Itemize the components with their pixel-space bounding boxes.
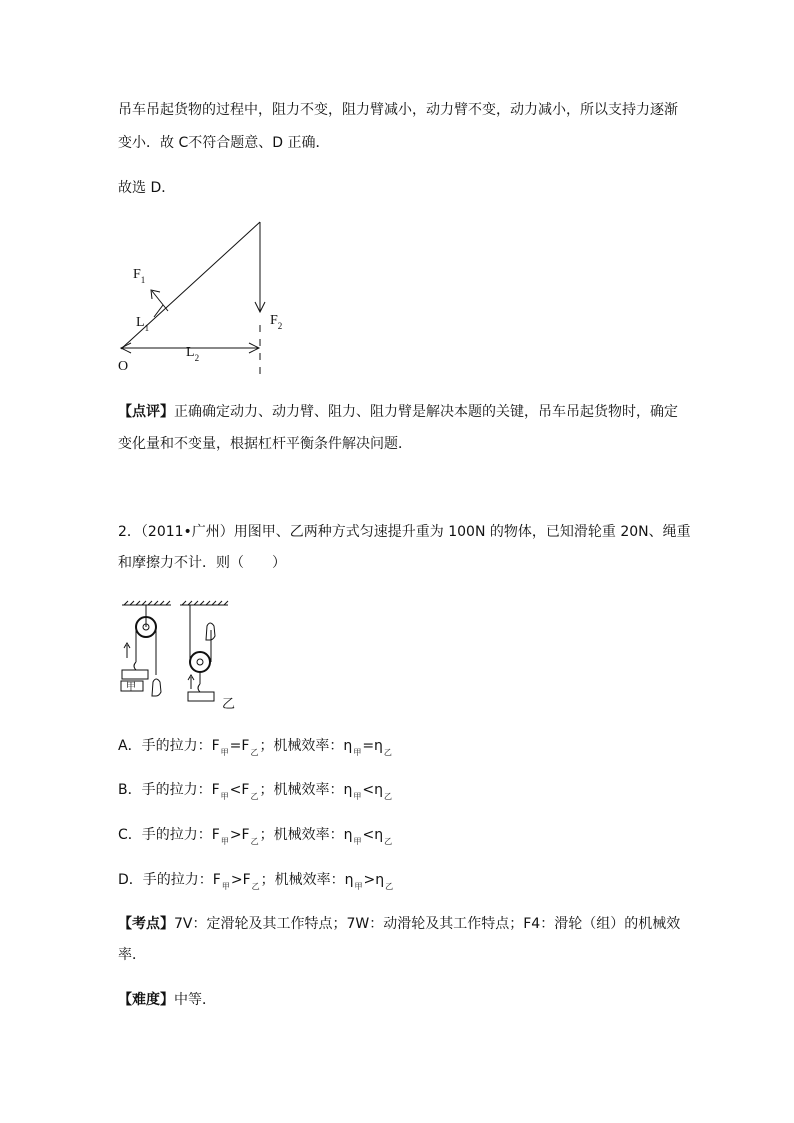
option-d: D．手的拉力：$F_甲>F_乙$；机械效率：$\eta_甲>\eta_乙$ <box>118 872 394 891</box>
kaodian-line-2: 率． <box>118 947 146 963</box>
option-c: C．手的拉力：$F_甲>F_乙$；机械效率：$\eta_甲<\eta_乙$ <box>118 827 393 846</box>
label-o: O <box>118 359 129 374</box>
weight-box-jia <box>122 670 148 679</box>
label-jia: 甲 <box>126 682 136 693</box>
ceiling-jia <box>122 601 171 605</box>
movable-pulley-yi <box>190 652 210 672</box>
kaodian-text-1: 7V：定滑轮及其工作特点；7W：动滑轮及其工作特点；F4：滑轮（组）的机械效 <box>174 916 681 932</box>
option-b: B．手的拉力：$F_甲<F_乙$；机械效率：$\eta_甲<\eta_乙$ <box>118 782 392 801</box>
option-a: A．手的拉力：$F_甲=F_乙$；机械效率：$\eta_甲=\eta_乙$ <box>118 738 392 757</box>
label-l2: $L_2$ <box>186 345 200 363</box>
difficulty-line <box>118 990 216 1010</box>
kaodian-tag: 【考点】 <box>118 916 174 932</box>
label-l1: $L_1$ <box>136 315 150 333</box>
comment-tag: 【点评】 <box>118 404 174 420</box>
difficulty-value: 中等． <box>174 992 216 1008</box>
ceiling-yi <box>180 601 228 605</box>
difficulty-tag: 【难度】 <box>118 992 174 1008</box>
label-f2: $F_2$ <box>270 313 283 331</box>
answer-line: 故选 D． <box>118 180 176 196</box>
question-2-line-2: 和摩擦力不计．则（ ） <box>118 555 286 571</box>
explanation-line-1: 吊车吊起货物的过程中，阻力不变，阻力臂减小，动力臂不变，动力减小，所以支持力逐渐 <box>118 102 678 118</box>
label-f1: $F_1$ <box>133 267 146 285</box>
hand-jia <box>152 679 161 696</box>
question-2-line-1: 2．（2011•广州）用图甲、乙两种方式匀速提升重为 100N 的物体，已知滑轮重 20N、绳重 <box>118 524 691 540</box>
explanation-line-2: 变小．故 C不符合题意、D 正确． <box>118 135 330 151</box>
comment-text-1: 正确确定动力、动力臂、阻力、阻力臂是解决本题的关键，吊车吊起货物时，确定 <box>174 404 678 420</box>
weight-box-yi <box>188 692 214 701</box>
label-yi: 乙 <box>222 696 236 711</box>
comment-line-2: 变化量和不变量，根据杠杆平衡条件解决问题． <box>118 436 412 452</box>
kaodian-line-1 <box>118 914 680 934</box>
